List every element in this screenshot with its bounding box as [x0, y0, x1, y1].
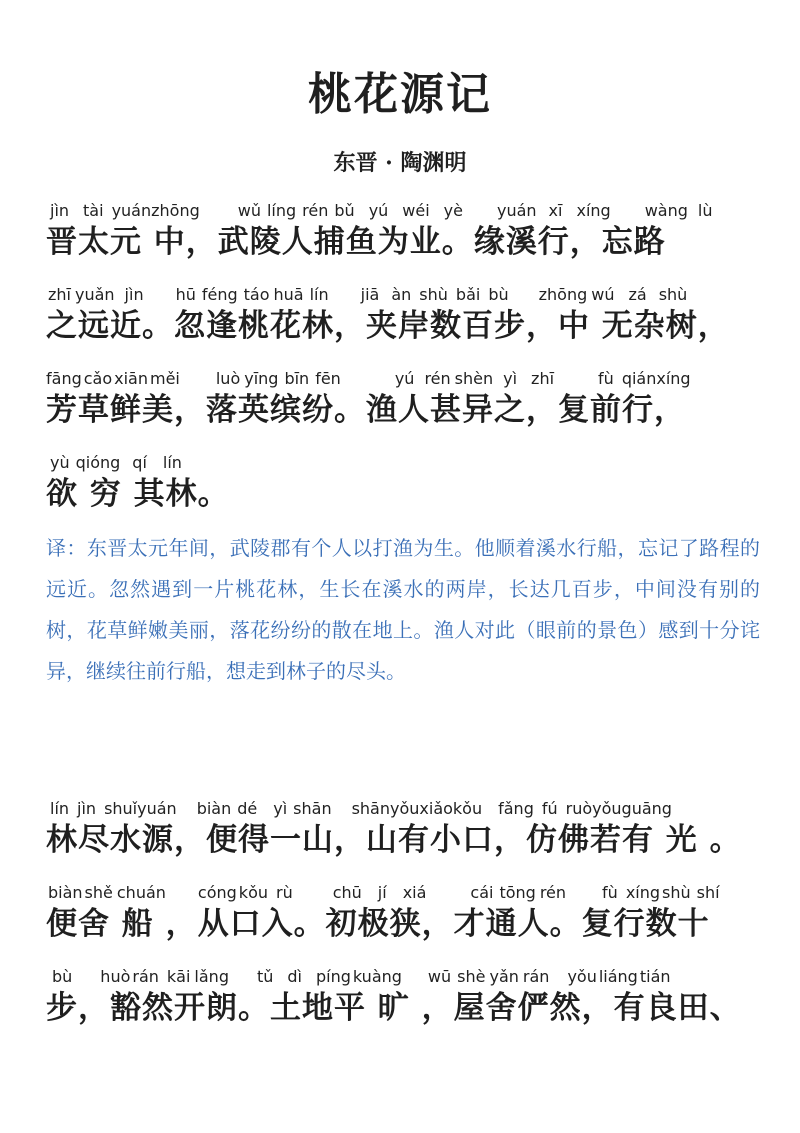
pinyin-syllable: tōng	[499, 883, 536, 902]
pinyin-row	[46, 880, 766, 902]
pinyin-syllable: měi	[149, 369, 180, 388]
pinyin-syllable: kāi	[166, 967, 191, 986]
pinyin-syllable: féng	[201, 285, 238, 304]
pinyin-syllable: xī	[548, 201, 563, 220]
pinyin-syllable: chuán	[116, 883, 166, 902]
pinyin-syllable: xiān	[114, 369, 148, 388]
hanzi-row: 之远近。忽逢桃花林，夹岸数百步，中 无杂树，	[46, 308, 730, 344]
pinyin-syllable: yǎn	[489, 967, 519, 986]
pinyin-syllable: hū	[175, 285, 196, 304]
pinyin-syllable: rén	[539, 883, 567, 902]
pinyin-syllable: huā	[273, 285, 304, 304]
pinyin-syllable: shù	[662, 883, 691, 902]
pinyin-syllable: biàn	[48, 883, 83, 902]
document-title: 桃花源记	[308, 69, 492, 120]
text-line-7	[46, 964, 766, 1028]
pinyin-syllable: bù	[52, 967, 73, 986]
pinyin-syllable: shù	[419, 285, 448, 304]
pinyin-syllable: táo	[243, 285, 270, 304]
pinyin-syllable: wàng	[644, 201, 688, 220]
pinyin-syllable: píng	[316, 967, 351, 986]
pinyin-syllable: yuán	[496, 201, 537, 220]
pinyin-syllable: lín	[162, 453, 182, 472]
pinyin-syllable: yì	[273, 799, 288, 818]
pinyin-syllable: bīn	[284, 369, 310, 388]
pinyin-syllable: qióng	[75, 453, 121, 472]
pinyin-syllable: zhī	[531, 369, 555, 388]
pinyin-syllable: wú	[591, 285, 615, 304]
pinyin-syllable: ruòyǒuguāng	[565, 799, 672, 818]
pinyin-syllable: tǔ	[256, 967, 274, 986]
pinyin-syllable: chū	[332, 883, 362, 902]
pinyin-syllable: xíng	[576, 201, 611, 220]
pinyin-syllable: fú	[541, 799, 558, 818]
pinyin-syllable: shèn	[454, 369, 494, 388]
pinyin-syllable: cǎo	[83, 369, 113, 388]
text-line-5	[46, 796, 766, 860]
pinyin-syllable: fǎng	[498, 799, 534, 818]
pinyin-syllable: fù	[598, 369, 614, 388]
pinyin-syllable: wǔ	[237, 201, 261, 220]
pinyin-syllable: liáng	[598, 967, 638, 986]
pinyin-syllable: lǎng	[194, 967, 229, 986]
pinyin-syllable: fù	[602, 883, 618, 902]
pinyin-syllable: dì	[287, 967, 302, 986]
pinyin-syllable: yè	[443, 201, 463, 220]
pinyin-syllable: yuǎn	[74, 285, 115, 304]
pinyin-syllable: tián	[639, 967, 671, 986]
pinyin-row	[46, 366, 766, 388]
hanzi-row: 便舍 船 ，从口入。初极狭，才通人。复行数十	[46, 906, 710, 942]
pinyin-row	[46, 796, 766, 818]
pinyin-syllable: xíng	[625, 883, 661, 902]
text-line-2	[46, 282, 766, 346]
pinyin-syllable: shí	[696, 883, 720, 902]
pinyin-syllable: yǒu	[567, 967, 597, 986]
pinyin-syllable: shù	[658, 285, 688, 304]
pinyin-syllable: rù	[276, 883, 293, 902]
pinyin-syllable: jí	[377, 883, 387, 902]
pinyin-syllable: bù	[488, 285, 509, 304]
hanzi-row: 晋太元 中，武陵人捕鱼为业。缘溪行，忘路	[46, 224, 666, 260]
pinyin-syllable: shuǐyuán	[104, 799, 177, 818]
pinyin-syllable: jìn	[77, 799, 97, 818]
pinyin-syllable: fēn	[315, 369, 341, 388]
pinyin-syllable: kǒu	[238, 883, 268, 902]
pinyin-syllable: yì	[503, 369, 518, 388]
hanzi-row: 林尽水源，便得一山，山有小口，仿佛若有 光 。	[46, 822, 742, 858]
pinyin-syllable: shě	[84, 883, 113, 902]
pinyin-syllable: kuàng	[352, 967, 402, 986]
pinyin-syllable: xiá	[402, 883, 427, 902]
pinyin-syllable: jìn	[50, 201, 70, 220]
pinyin-syllable: rán	[132, 967, 159, 986]
pinyin-syllable: wéi	[402, 201, 430, 220]
pinyin-row	[46, 450, 766, 472]
pinyin-syllable: zá	[628, 285, 647, 304]
pinyin-syllable: cái	[470, 883, 494, 902]
pinyin-syllable: dé	[237, 799, 258, 818]
text-line-6	[46, 880, 766, 944]
pinyin-syllable: jiā	[360, 285, 380, 304]
pinyin-syllable: rén	[424, 369, 451, 388]
pinyin-syllable: lù	[697, 201, 713, 220]
pinyin-syllable: yù	[50, 453, 70, 472]
pinyin-syllable: cóng	[197, 883, 237, 902]
author-line: 东晋 · 陶渊明	[333, 150, 467, 176]
pinyin-syllable: àn	[391, 285, 412, 304]
pinyin-syllable: lín	[309, 285, 329, 304]
pinyin-row	[46, 198, 766, 220]
pinyin-syllable: yīng	[244, 369, 279, 388]
pinyin-syllable: bǔ	[334, 201, 355, 220]
pinyin-syllable: zhōng	[538, 285, 588, 304]
pinyin-syllable: shān	[293, 799, 332, 818]
pinyin-syllable: bǎi	[455, 285, 481, 304]
hanzi-row: 芳草鲜美，落英缤纷。渔人甚异之，复前行，	[46, 392, 686, 428]
pinyin-syllable: biàn	[196, 799, 232, 818]
translation-paragraph: 译：东晋太元年间，武陵郡有个人以打渔为生。他顺着溪水行船，忘记了路程的远近。忽然遇到一片桃花林，生长在溪水的两岸，长达几百步，中间没有别的树，花草鲜嫩美丽，落花纷纷的散在地上。渔人对此（眼前的景色）感到十分诧异，继续往前行船，想走到林子的尽头。	[46, 536, 760, 683]
pinyin-syllable: shānyǒuxiǎokǒu	[351, 799, 483, 818]
pinyin-row	[46, 964, 766, 986]
pinyin-syllable: lín	[50, 799, 70, 818]
hanzi-row: 欲 穷 其林。	[46, 476, 230, 512]
pinyin-syllable: wū	[427, 967, 452, 986]
pinyin-row	[46, 282, 766, 304]
pinyin-syllable: shè	[457, 967, 486, 986]
pinyin-syllable: yuánzhōng	[111, 201, 200, 220]
hanzi-row: 步，豁然开朗。土地平 旷 ，屋舍俨然，有良田、	[46, 990, 742, 1026]
text-line-1	[46, 198, 766, 262]
pinyin-syllable: fāng	[46, 369, 82, 388]
text-line-4	[46, 450, 766, 514]
pinyin-syllable: tài	[83, 201, 104, 220]
pinyin-syllable: yú	[368, 201, 389, 220]
pinyin-syllable: qiánxíng	[621, 369, 691, 388]
pinyin-syllable: huò	[100, 967, 131, 986]
pinyin-syllable: yú	[394, 369, 415, 388]
pinyin-syllable: qí	[132, 453, 147, 472]
pinyin-syllable: jìn	[124, 285, 144, 304]
text-line-3	[46, 366, 766, 430]
pinyin-syllable: líng	[266, 201, 297, 220]
pinyin-syllable: rán	[522, 967, 550, 986]
pinyin-syllable: luò	[215, 369, 241, 388]
pinyin-syllable: zhī	[48, 285, 71, 304]
pinyin-syllable: rén	[302, 201, 329, 220]
